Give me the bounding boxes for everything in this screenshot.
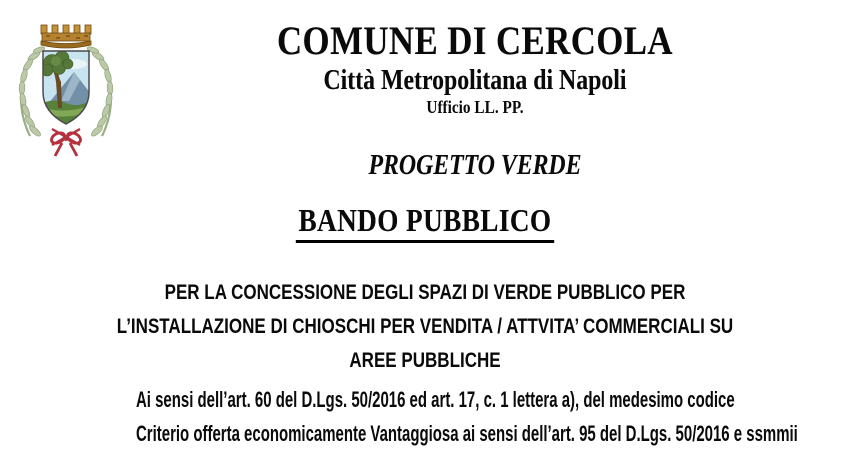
municipality-title: COMUNE DI CERCOLA bbox=[276, 18, 674, 63]
office-label: Ufficio LL. PP. bbox=[426, 97, 524, 117]
mural-crown bbox=[41, 25, 91, 48]
legal-reference-line-2: Criterio offerta economicamente Vantaggiosa ai sensi dell’art. 95 del D.Lgs. 50/2016 e ssmmii bbox=[136, 421, 798, 446]
subject-line-2: L’INSTALLAZIONE DI CHIOSCHI PER VENDITA / ATTVITA’ COMMERCIALI SU bbox=[116, 315, 734, 338]
metropolitan-city-subtitle: Città Metropolitana di Napoli bbox=[323, 65, 627, 96]
project-title: PROGETTO VERDE bbox=[368, 149, 582, 181]
ribbon-bow bbox=[50, 129, 83, 156]
notice-heading-row bbox=[64, 202, 787, 243]
legal-reference-line-1: Ai sensi dell’art. 60 del D.Lgs. 50/2016 ed art. 17, c. 1 lettera a), del medesimo codice bbox=[136, 387, 735, 412]
legal-references bbox=[0, 383, 850, 451]
subject-line-3: AREE PUBBLICHE bbox=[349, 349, 501, 372]
letterhead bbox=[100, 20, 850, 180]
notice-subject bbox=[0, 276, 850, 378]
laurel-branch-left bbox=[19, 46, 46, 138]
subject-line-1: PER LA CONCESSIONE DEGLI SPAZI DI VERDE PUBBLICO PER bbox=[164, 281, 686, 304]
shield bbox=[41, 51, 94, 124]
notice-heading: BANDO PUBBLICO bbox=[296, 202, 554, 243]
